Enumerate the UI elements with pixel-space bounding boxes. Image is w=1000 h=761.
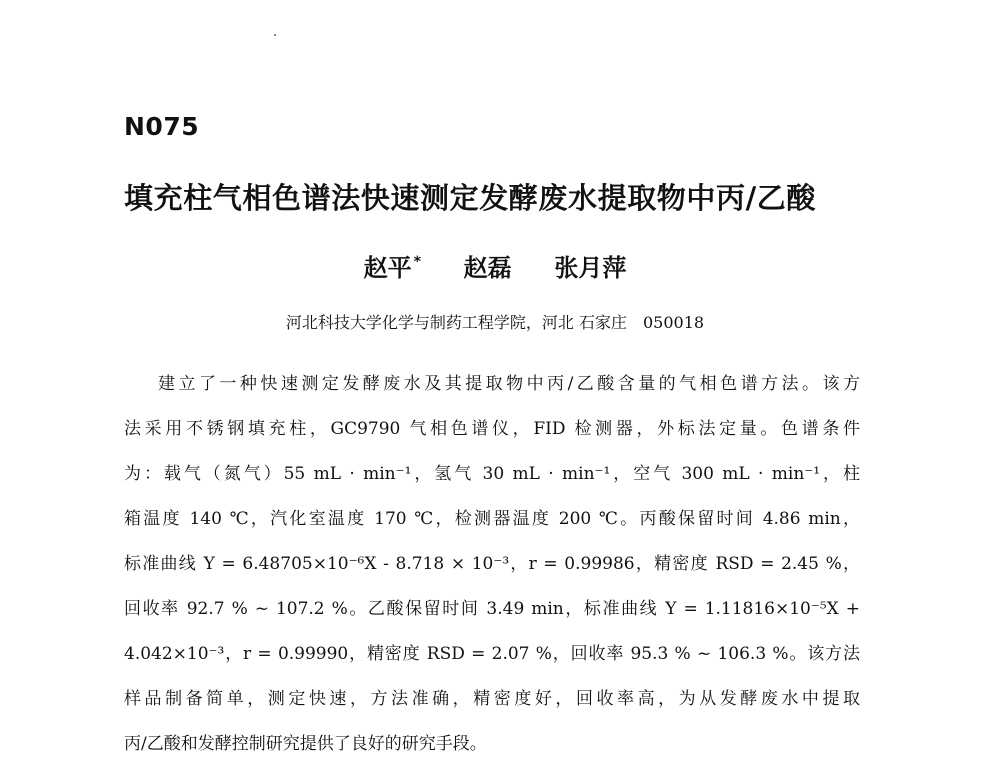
abstract-line: 箱温度 140 ℃，汽化室温度 170 ℃，检测器温度 200 ℃。丙酸保留时间 4.86 min， [124,509,860,529]
paper-code: N075 [124,112,200,141]
paper-title: 填充柱气相色谱法快速测定发酵废水提取物中丙/乙酸 [124,181,816,215]
abstract-line: 为：载气（氮气）55 mL · min⁻¹，氢气 30 mL · min⁻¹，空气 300 mL · min⁻¹，柱 [124,464,860,484]
scan-speck [274,34,276,36]
abstract-line: 法采用不锈钢填充柱，GC9790 气相色谱仪，FID 检测器，外标法定量。色谱条件 [124,419,860,439]
abstract-line: 丙/乙酸和发酵控制研究提供了良好的研究手段。 [124,734,487,754]
abstract-line: 4.042×10⁻³，r = 0.99990，精密度 RSD = 2.07 %，回收率 95.3 % ~ 106.3 %。该方法 [124,644,860,664]
author-list [0,248,990,283]
author-name: 赵平 [363,254,412,282]
author-name: 赵磊 [463,254,512,282]
abstract-line: 回收率 92.7 % ~ 107.2 %。乙酸保留时间 3.49 min，标准曲线 Y = 1.11816×10⁻⁵X + [124,599,860,619]
abstract-line: 样品制备简单，测定快速，方法准确，精密度好，回收率高，为从发酵废水中提取 [124,689,860,709]
abstract-line: 建立了一种快速测定发酵废水及其提取物中丙/乙酸含量的气相色谱方法。该方 [158,374,860,394]
affiliation: 河北科技大学化学与制药工程学院，河北 石家庄 050018 [285,313,705,332]
author-name: 张月萍 [554,254,627,282]
corresponding-author-mark: * [413,254,421,270]
abstract [124,362,860,761]
abstract-line: 标准曲线 Y = 6.48705×10⁻⁶X - 8.718 × 10⁻³，r = 0.99986，精密度 RSD = 2.45 %， [124,554,860,574]
